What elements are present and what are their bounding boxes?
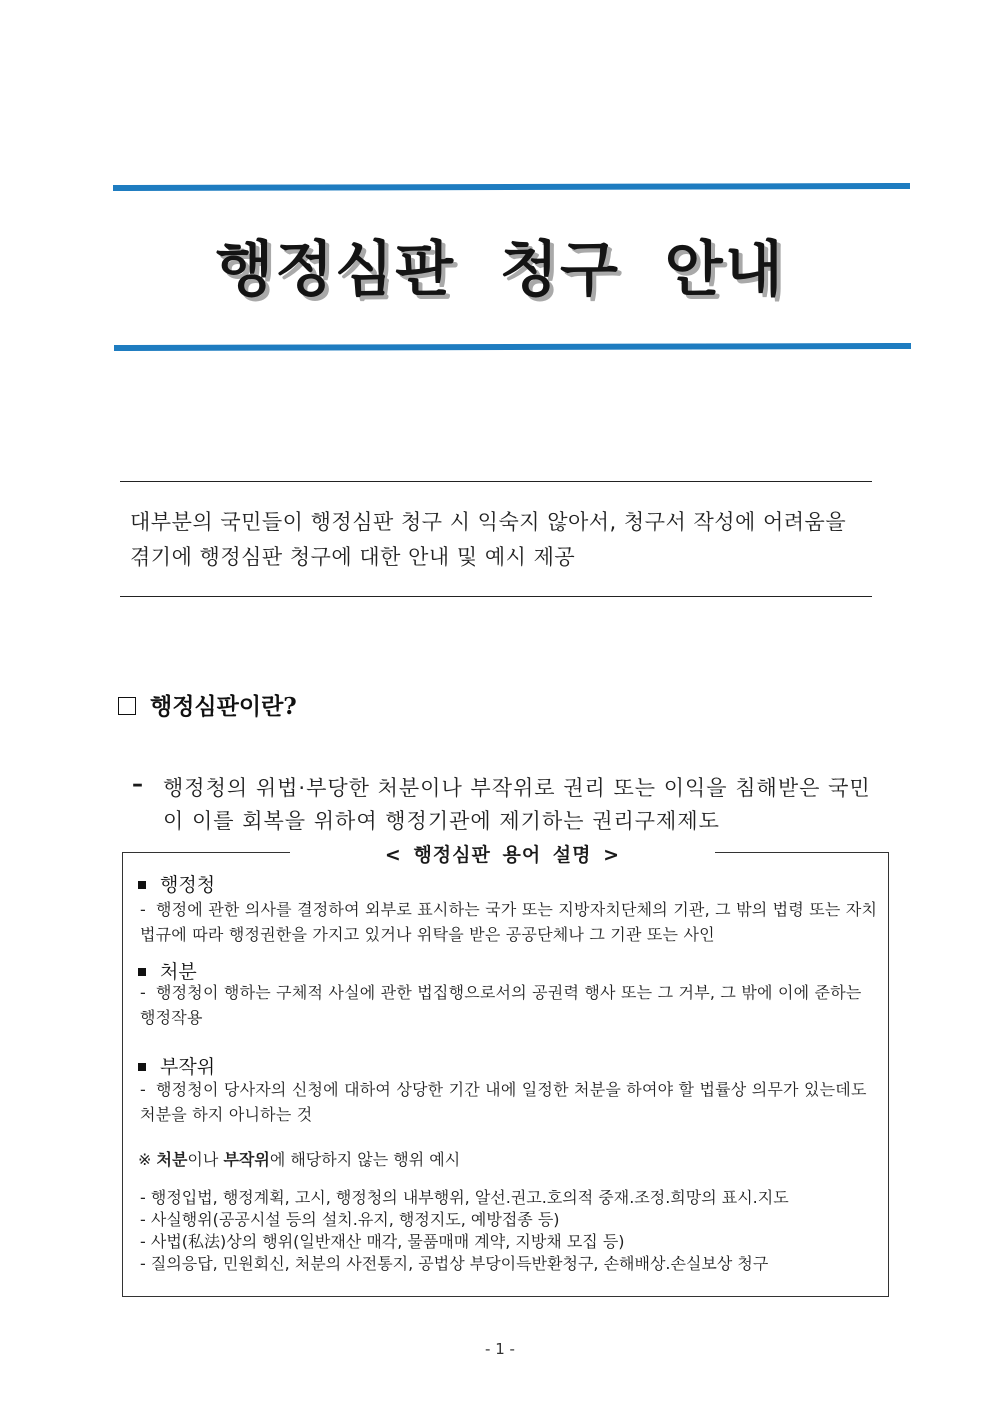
page-number: - 1 - <box>485 1340 515 1358</box>
term-description: - 행정에 관한 의사를 결정하여 외부로 표시하는 국가 또는 지방자치단체의 기관, 그 밖의 법령 또는 자치법규에 따라 행정권한을 가지고 있거나 위탁을 받은 공공단체나 그 기관 또는 사인 <box>140 900 878 944</box>
title-bottom-rule <box>114 343 911 351</box>
term-name <box>134 870 215 897</box>
terms-title: < 행정심판 용어 설명 > <box>384 844 621 866</box>
note-rest: 에 해당하지 않는 행위 예시 <box>269 1150 461 1169</box>
summary-text: 대부분의 국민들이 행정심판 청구 시 익숙지 않아서, 청구서 작성에 어려움을 겪기에 행정심판 청구에 대한 안내 및 예시 제공 <box>130 510 847 569</box>
note-term-1: 처분 <box>156 1150 188 1169</box>
term-name <box>134 1052 215 1079</box>
checkbox-square-icon <box>118 697 136 715</box>
bullet-square-icon <box>138 968 146 976</box>
reference-mark: ※ <box>138 1150 152 1169</box>
term-name-text: 부작위 <box>160 1056 216 1078</box>
term-description-text: 행정청이 행하는 구체적 사실에 관한 법집행으로서의 공권력 행사 또는 그 거부, 그 밖에 이에 준하는 행정작용 <box>140 983 862 1027</box>
definition-dash: – <box>132 772 143 797</box>
example-text: 질의응답, 민원회신, 처분의 사전통지, 공법상 부당이득반환청구, 손해배상.손실보상 청구 <box>150 1254 769 1273</box>
example-item: - 질의응답, 민원회신, 처분의 사전통지, 공법상 부당이득반환청구, 손해배상.손실보상 청구 <box>140 1254 769 1273</box>
term-description-text: 행정청이 당사자의 신청에 대하여 상당한 기간 내에 일정한 처분을 하여야 할 법률상 의무가 있는데도 처분을 하지 아니하는 것 <box>140 1080 867 1124</box>
note-term-2: 부작위 <box>223 1150 270 1169</box>
terms-title-wrap <box>290 840 715 867</box>
summary-top-rule <box>120 481 872 482</box>
term-description: - 행정청이 당사자의 신청에 대하여 상당한 기간 내에 일정한 처분을 하여야 할 법률상 의무가 있는데도 처분을 하지 아니하는 것 <box>140 1080 867 1124</box>
example-text: 사실행위(공공시설 등의 설치.유지, 행정지도, 예방접종 등) <box>150 1210 560 1229</box>
example-item: - 행정입법, 행정계획, 고시, 행정청의 내부행위, 알선.권고.호의적 중재.조정.희망의 표시.지도 <box>140 1188 789 1207</box>
term-description: - 행정청이 행하는 구체적 사실에 관한 법집행으로서의 공권력 행사 또는 그 거부, 그 밖에 이에 준하는 행정작용 <box>140 983 862 1027</box>
example-item: - 사법(私法)상의 행위(일반재산 매각, 물품매매 계약, 지방채 모집 등) <box>140 1232 625 1251</box>
summary-bottom-rule <box>120 596 872 597</box>
section-heading <box>118 688 297 721</box>
examples-list <box>140 1187 880 1275</box>
definition-text: 행정청의 위법·부당한 처분이나 부작위로 권리 또는 이익을 침해받은 국민이 이를 회복을 위하여 행정기관에 제기하는 권리구제제도 <box>163 776 871 833</box>
section-heading-text: 행정심판이란? <box>150 693 297 720</box>
example-text: 행정입법, 행정계획, 고시, 행정청의 내부행위, 알선.권고.호의적 중재.조정.희망의 표시.지도 <box>150 1188 789 1207</box>
document-title: 행정심판 청구 안내 <box>215 235 785 305</box>
note-heading <box>138 1147 460 1170</box>
term-name-text: 행정청 <box>160 874 216 896</box>
bullet-square-icon <box>138 1063 146 1071</box>
note-joiner: 이나 <box>187 1150 219 1169</box>
example-text: 사법(私法)상의 행위(일반재산 매각, 물품매매 계약, 지방채 모집 등) <box>150 1232 625 1251</box>
example-item: - 사실행위(공공시설 등의 설치.유지, 행정지도, 예방접종 등) <box>140 1210 560 1229</box>
title-top-rule <box>113 183 910 191</box>
term-name-text: 처분 <box>160 961 197 983</box>
term-description-text: 행정에 관한 의사를 결정하여 외부로 표시하는 국가 또는 지방자치단체의 기관, 그 밖의 법령 또는 자치법규에 따라 행정권한을 가지고 있거나 위탁을 받은 공공단체나 그 기관 또는 사인 <box>140 900 878 944</box>
bullet-square-icon <box>138 881 146 889</box>
